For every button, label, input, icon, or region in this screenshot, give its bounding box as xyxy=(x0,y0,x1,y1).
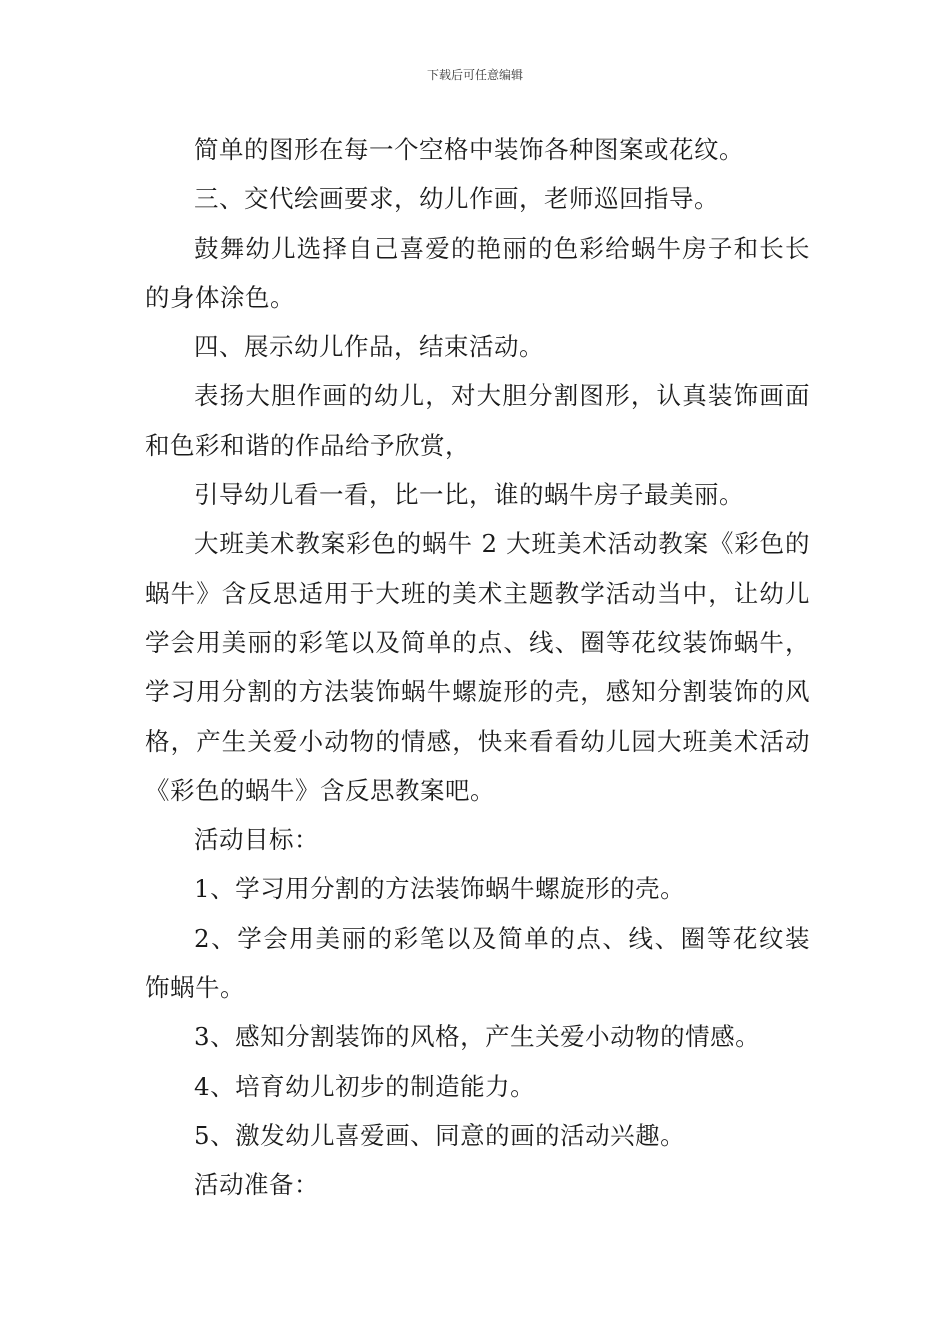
paragraph: 表扬大胆作画的幼儿，对大胆分割图形，认真装饰画面和色彩和谐的作品给予欣赏， xyxy=(145,381,810,460)
paragraph: 大班美术教案彩色的蜗牛 2 大班美术活动教案《彩色的蜗牛》含反思适用于大班的美术主题教学活动当中，让幼儿学会用美丽的彩笔以及简单的点、线、圈等花纹装饰蜗牛，学习用分割的方法装饰蜗牛螺旋形的壳，感知分割装饰的风格，产生关爱小动物的情感，快来看看幼儿园大班美术活动《彩色的蜗牛》含反思教案吧。 xyxy=(145,529,810,805)
section-heading: 活动目标： xyxy=(194,825,319,855)
paragraph: 简单的图形在每一个空格中装饰各种图案或花纹。 xyxy=(194,135,744,164)
list-item: 3、感知分割装饰的风格，产生关爱小动物的情感。 xyxy=(194,1022,761,1052)
list-item: 2、学会用美丽的彩笔以及简单的点、线、圈等花纹装饰蜗牛。 xyxy=(145,923,810,1003)
list-item: 4、培育幼儿初步的制造能力。 xyxy=(194,1071,536,1101)
paragraph: 三、交代绘画要求，幼儿作画，老师巡回指导。 xyxy=(194,184,719,214)
list-item: 1、学习用分割的方法装饰蜗牛螺旋形的壳。 xyxy=(194,874,686,904)
page-header: 下载后可任意编辑 xyxy=(426,68,523,82)
paragraph: 四、展示幼儿作品，结束活动。 xyxy=(194,332,544,362)
paragraph: 鼓舞幼儿选择自己喜爱的艳丽的色彩给蜗牛房子和长长的身体涂色。 xyxy=(145,233,810,312)
paragraph: 引导幼儿看一看，比一比，谁的蜗牛房子最美丽。 xyxy=(194,480,744,510)
list-item: 5、激发幼儿喜爱画、同意的画的活动兴趣。 xyxy=(194,1120,686,1150)
section-heading: 活动准备： xyxy=(194,1170,319,1200)
document-body xyxy=(145,125,810,1210)
